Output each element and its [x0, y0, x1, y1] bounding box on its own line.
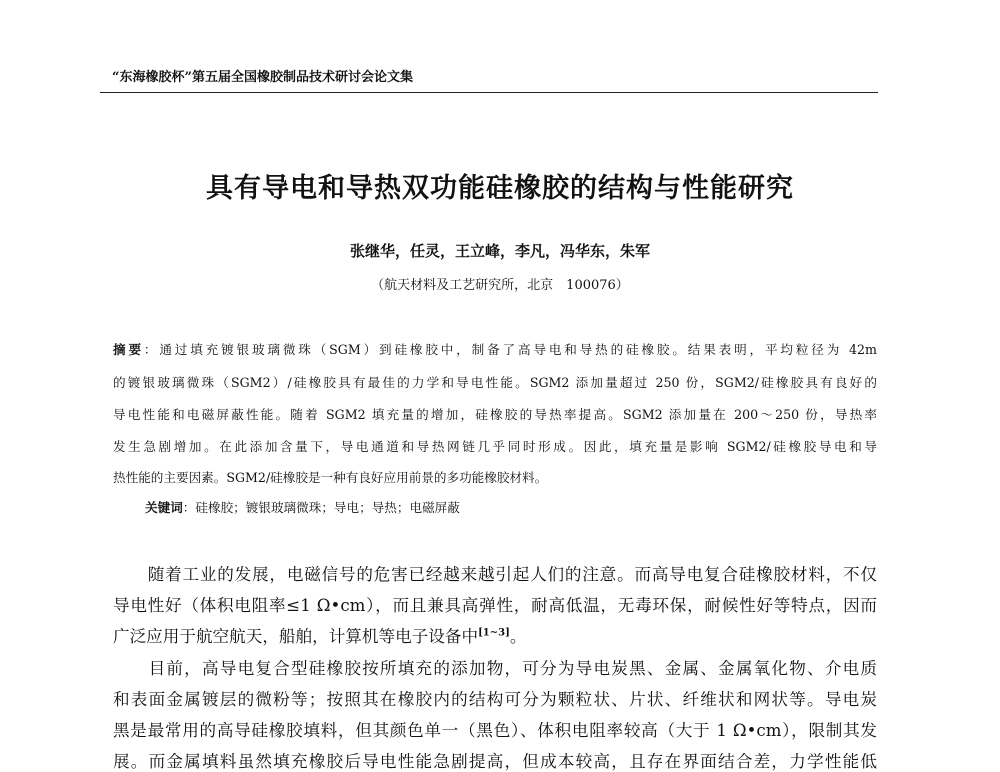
running-header: “东海橡胶杯”第五届全国橡胶制品技术研讨会论文集	[112, 70, 413, 85]
keywords-label: 关键词	[145, 500, 183, 515]
abstract-line: 发生急剧增加。在此添加含量下，导电通道和导热网链几乎同时形成。因此，填充量是影响 SGM2/硅橡胶导电和导	[113, 439, 877, 454]
abstract-line: 导电性能和电磁屏蔽性能。随着 SGM2 填充量的增加，硅橡胶的导热率提高。SGM2 添加量在 200～250 份，导热率	[113, 407, 877, 422]
abstract-line: 热性能的主要因素。SGM2/硅橡胶是一种有良好应用前景的多功能橡胶材料。	[113, 470, 548, 485]
header-rule	[100, 92, 878, 93]
citation: [1~3]	[478, 627, 510, 639]
body-line: 目前，高导电复合型硅橡胶按所填充的添加物，可分为导电炭黑、金属、金属氧化物、介电质	[113, 659, 877, 678]
affiliation: （航天材料及工艺研究所，北京 100076）	[371, 278, 629, 293]
body-line: 和表面金属镀层的微粉等；按照其在橡胶内的结构可分为颗粒状、片状、纤维状和网状等。导电炭	[113, 690, 877, 709]
body-line: 黑是最常用的高导硅橡胶填料，但其颜色单一（黑色）、体积电阻率较高（大于 1 Ω•cm），限制其发	[113, 721, 877, 740]
authors: 张继华，任灵，王立峰，李凡，冯华东，朱军	[349, 242, 650, 260]
keywords: 关键词：硅橡胶；镀银玻璃微珠；导电；导热；电磁屏蔽	[145, 500, 460, 515]
body-line: 展。而金属填料虽然填充橡胶后导电性能急剧提高，但成本较高，且存在界面结合差，力学性能低	[113, 752, 877, 771]
abstract-label: 摘要	[113, 342, 144, 357]
paper-title: 具有导电和导热双功能硅橡胶的结构与性能研究	[206, 173, 794, 204]
body-line: 导电性好（体积电阻率≤1 Ω•cm），而且兼具高弹性，耐高低温，无毒环保，耐候性好等特点，因而	[113, 596, 877, 615]
abstract-line: 的镀银玻璃微珠（SGM2）/硅橡胶具有最佳的力学和导电性能。SGM2 添加量超过 250 份，SGM2/硅橡胶具有良好的	[113, 375, 877, 390]
abstract-line: 摘要：通过填充镀银玻璃微珠（SGM）到硅橡胶中，制备了高导电和导热的硅橡胶。结果表明，平均粒径为 42m	[113, 342, 878, 357]
body-line: 广泛应用于航空航天，船舶，计算机等电子设备中[1~3]。	[113, 627, 527, 646]
body-line: 随着工业的发展，电磁信号的危害已经越来越引起人们的注意。而高导电复合硅橡胶材料，不仅	[113, 565, 877, 584]
